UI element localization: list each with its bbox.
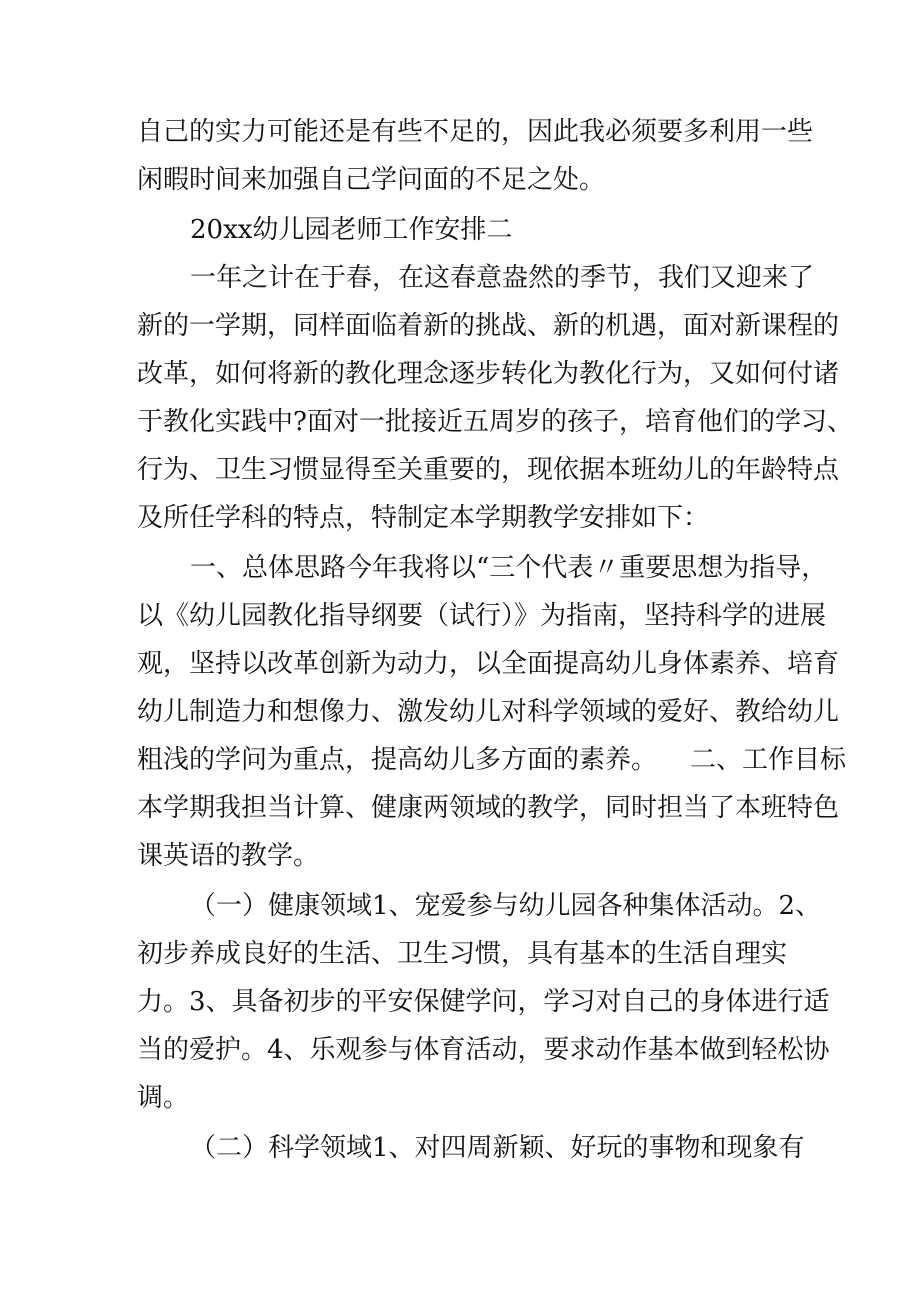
text-line: 本学期我担当计算、健康两领域的教学，同时担当了本班特色 [137, 793, 840, 823]
text-line: 调。 [137, 1083, 190, 1113]
text-line: （一）健康领域1、宠爱参与幼儿园各种集体活动。2、 [190, 891, 822, 921]
text-line: 粗浅的学问为重点，提高幼儿多方面的素养。 二、工作目标 [137, 745, 847, 775]
text-line: 当的爱护。4、乐观参与体育活动，要求动作基本做到轻松协 [137, 1035, 830, 1065]
text-line: 及所任学科的特点，特制定本学期教学安排如下： [137, 503, 710, 533]
section-heading: 20xx幼儿园老师工作安排二 [190, 215, 513, 245]
text-line: （二）科学领域1、对四周新颖、好玩的事物和现象有 [190, 1133, 805, 1163]
text-line: 一年之计在于春，在这春意盎然的季节，我们又迎来了 [190, 263, 815, 293]
text-line: 一、总体思路今年我将以“三个代表〃重要思想为指导， [190, 553, 828, 583]
text-line: 自己的实力可能还是有些不足的，因此我必须要多利用一些 [137, 117, 814, 147]
text-line: 行为、卫生习惯显得至关重要的，现依据本班幼儿的年龄特点 [137, 455, 840, 485]
text-line: 闲暇时间来加强自己学问面的不足之处。 [137, 165, 606, 195]
text-line: 课英语的教学。 [137, 841, 320, 871]
text-line: 于教化实践中?面对一批接近五周岁的孩子，培育他们的学习、 [137, 407, 853, 437]
text-line: 力。3、具备初步的平安保健学问，学习对自己的身体进行适 [137, 987, 830, 1017]
text-line: 幼儿制造力和想像力、激发幼儿对科学领域的爱好、教给幼儿 [137, 697, 840, 727]
text-line: 观，坚持以改革创新为动力，以全面提高幼儿身体素养、培育 [137, 649, 840, 679]
text-line: 新的一学期，同样面临着新的挑战、新的机遇，面对新课程的 [137, 311, 840, 341]
text-line: 以《幼儿园教化指导纲要（试行）》为指南，坚持科学的进展 [137, 601, 827, 631]
text-line: 初步养成良好的生活、卫生习惯，具有基本的生活自理实 [137, 939, 788, 969]
text-line: 改革，如何将新的教化理念逐步转化为教化行为，又如何付诸 [137, 359, 840, 389]
